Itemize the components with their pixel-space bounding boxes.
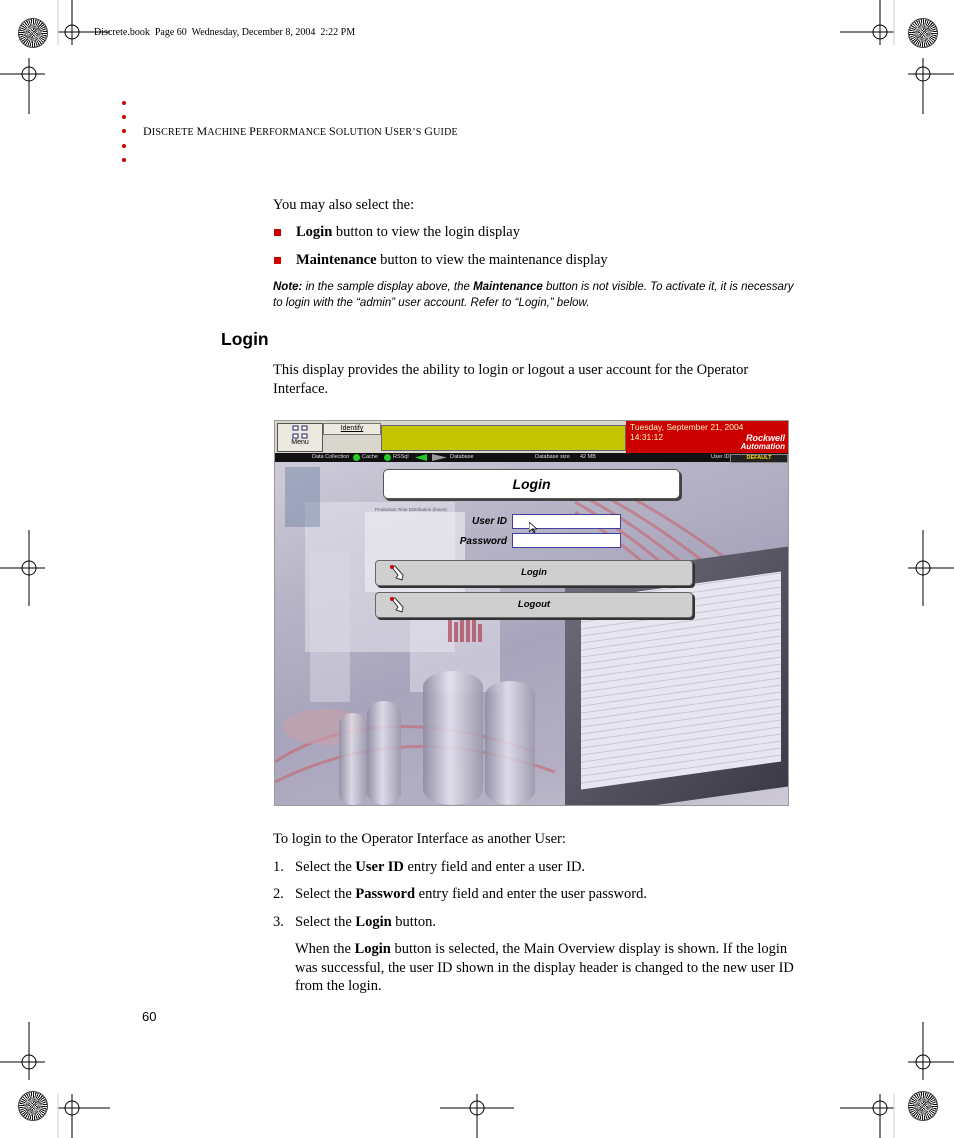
login-button-label: Login — [521, 567, 547, 578]
identify-button[interactable]: Identify — [323, 423, 381, 435]
login-screenshot — [274, 420, 789, 806]
note: Note: in the sample display above, the Maintenance button is not visible. To activate it, it is necessary to login with the “admin” user account. Refer to “Login,” below. — [273, 281, 794, 309]
margin-dot — [122, 144, 126, 148]
login-title: Login — [383, 469, 680, 499]
status-db-size-value: 42 MB — [580, 454, 596, 460]
userid-label: User ID — [471, 516, 507, 527]
status-userid-label: User ID — [711, 454, 730, 460]
margin-dot — [122, 101, 126, 105]
status-data-collection: Data Collection — [312, 454, 350, 460]
status-bar — [275, 453, 788, 462]
step-3-detail: When the Login button is selected, the Main Overview display is shown. If the login was successful, the user ID shown in the display header is changed to the new user ID from the login. — [295, 941, 794, 994]
bullet-icon — [274, 229, 281, 236]
status-cache: Cache — [362, 454, 378, 460]
logout-button[interactable] — [375, 592, 693, 618]
step-3: 3. Select the Login button. — [273, 914, 436, 930]
status-led-icon — [384, 454, 391, 461]
current-user-id: DEFAULT — [730, 454, 788, 463]
password-label: Password — [459, 536, 507, 547]
status-db-size-label: Database size — [535, 454, 570, 460]
login-button[interactable] — [375, 560, 693, 586]
datetime-panel — [626, 421, 788, 453]
section-paragraph: This display provides the ability to login or logout a user account for the Operator Interface. — [273, 362, 749, 397]
margin-dot — [122, 129, 126, 133]
status-database: Database — [450, 454, 474, 460]
bullet-icon — [274, 257, 281, 264]
flow-arrow-icon — [415, 454, 447, 461]
running-header: DISCRETE MACHINE PERFORMANCE SOLUTION USER’S GUIDE — [143, 124, 458, 138]
tank — [423, 671, 483, 805]
steps-intro: To login to the Operator Interface as another User: — [273, 831, 566, 847]
step-1: 1. Select the User ID entry field and enter a user ID. — [273, 859, 586, 875]
margin-dot — [122, 115, 126, 119]
status-rssql: RSSql — [393, 454, 409, 460]
menu-icon — [292, 425, 308, 439]
page-number: 60 — [142, 1009, 157, 1024]
logout-button-label: Logout — [517, 599, 551, 610]
bullet-login: Login button to view the login display — [296, 224, 520, 240]
menu-button[interactable] — [277, 423, 323, 452]
tank — [485, 681, 535, 805]
datetime: Tuesday, September 21, 2004 14:31:12 — [630, 422, 744, 442]
tank — [367, 701, 401, 805]
message-banner — [381, 425, 626, 451]
intro-text: You may also select the: — [273, 197, 415, 213]
automation-logo: Automation — [740, 442, 785, 451]
tank — [339, 713, 367, 805]
bullet-maintenance: Maintenance button to view the maintenance display — [296, 252, 608, 268]
rockwell-logo: Rockwell — [745, 433, 785, 443]
status-led-icon — [353, 454, 360, 461]
bg-chart-title: Production Time Distribution (hours) — [375, 507, 447, 512]
menu-label: Menu — [291, 439, 309, 446]
step-2: 2. Select the Password entry field and enter the user password. — [273, 886, 647, 902]
margin-dot — [122, 158, 126, 162]
password-input[interactable] — [512, 533, 621, 548]
section-heading: Login — [221, 329, 269, 349]
print-header: Discrete.book Page 60 Wednesday, December 8, 2004 2:22 PM — [94, 27, 356, 38]
